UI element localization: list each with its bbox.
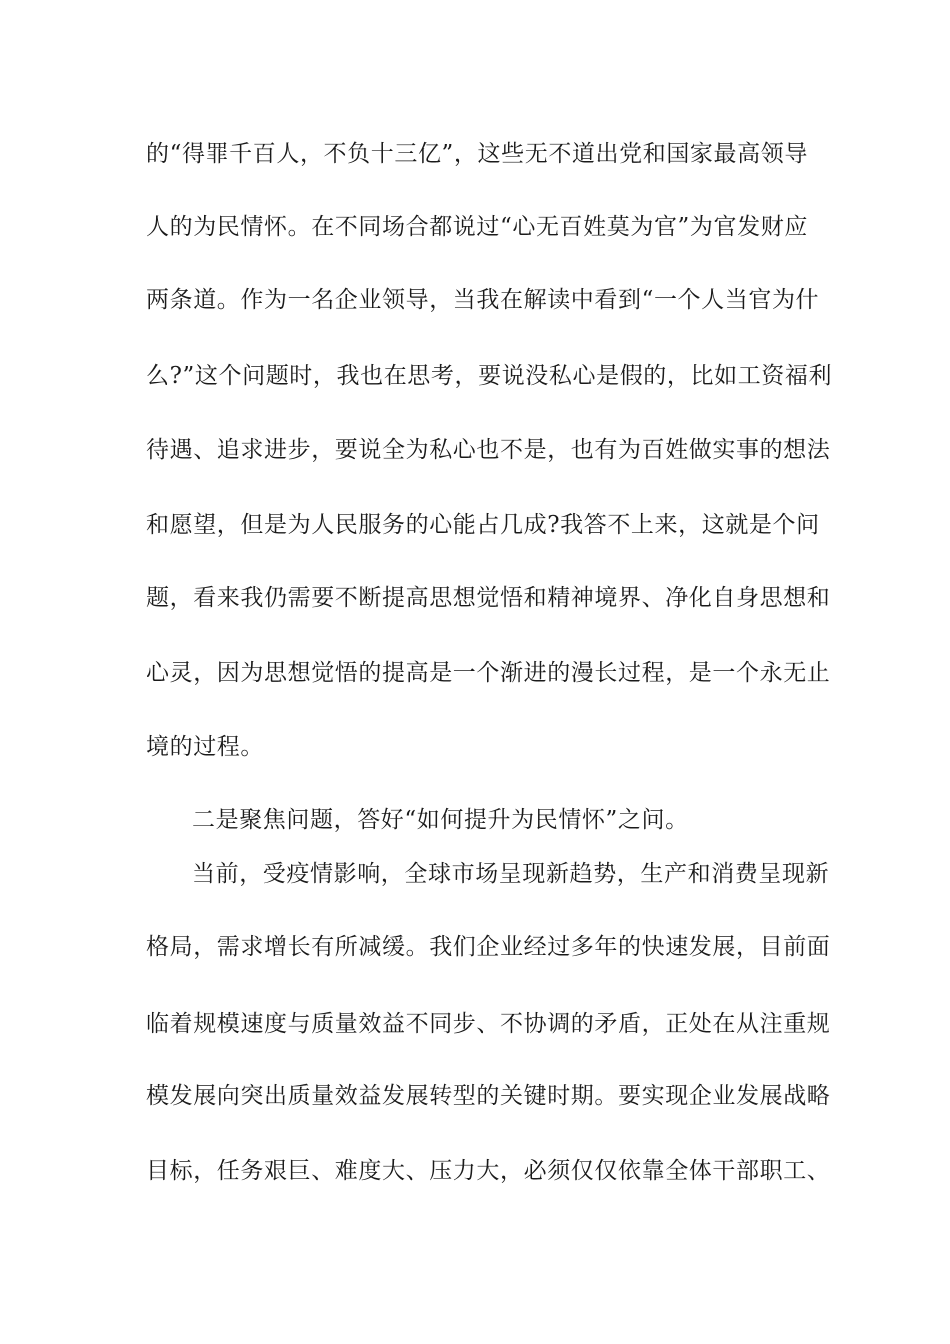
text-line: 临着规模速度与质量效益不同步、不协调的矛盾，正处在从注重规 [146, 1011, 831, 1037]
text-line: 么?”这个问题时，我也在思考，要说没私心是假的，比如工资福利 [146, 363, 833, 389]
text-line: 人的为民情怀。在不同场合都说过“心无百姓莫为官”为官发财应 [146, 214, 808, 240]
text-line: 格局，需求增长有所减缓。我们企业经过多年的快速发展，目前面 [146, 934, 831, 960]
paragraph-first-line: 当前，受疫情影响，全球市场呈现新趋势，生产和消费呈现新 [192, 861, 830, 887]
text-line: 的“得罪千百人，不负十三亿”，这些无不道出党和国家最高领导 [146, 141, 808, 167]
section-heading: 二是聚焦问题，答好“如何提升为民情怀”之问。 [192, 807, 689, 833]
text-line: 目标，任务艰巨、难度大、压力大，必须仅仅依靠全体干部职工、 [146, 1158, 831, 1184]
text-line: 题，看来我仍需要不断提高思想觉悟和精神境界、净化自身思想和 [146, 585, 831, 611]
text-line: 两条道。作为一名企业领导，当我在解读中看到“一个人当官为什 [146, 287, 820, 313]
text-line: 心灵，因为思想觉悟的提高是一个渐进的漫长过程，是一个永无止 [146, 660, 831, 686]
text-line: 模发展向突出质量效益发展转型的关键时期。要实现企业发展战略 [146, 1083, 831, 1109]
text-line: 和愿望，但是为人民服务的心能占几成?我答不上来，这就是个问 [146, 512, 820, 538]
text-line: 境的过程。 [146, 734, 264, 760]
text-line: 待遇、追求进步，要说全为私心也不是，也有为百姓做实事的想法 [146, 437, 831, 463]
